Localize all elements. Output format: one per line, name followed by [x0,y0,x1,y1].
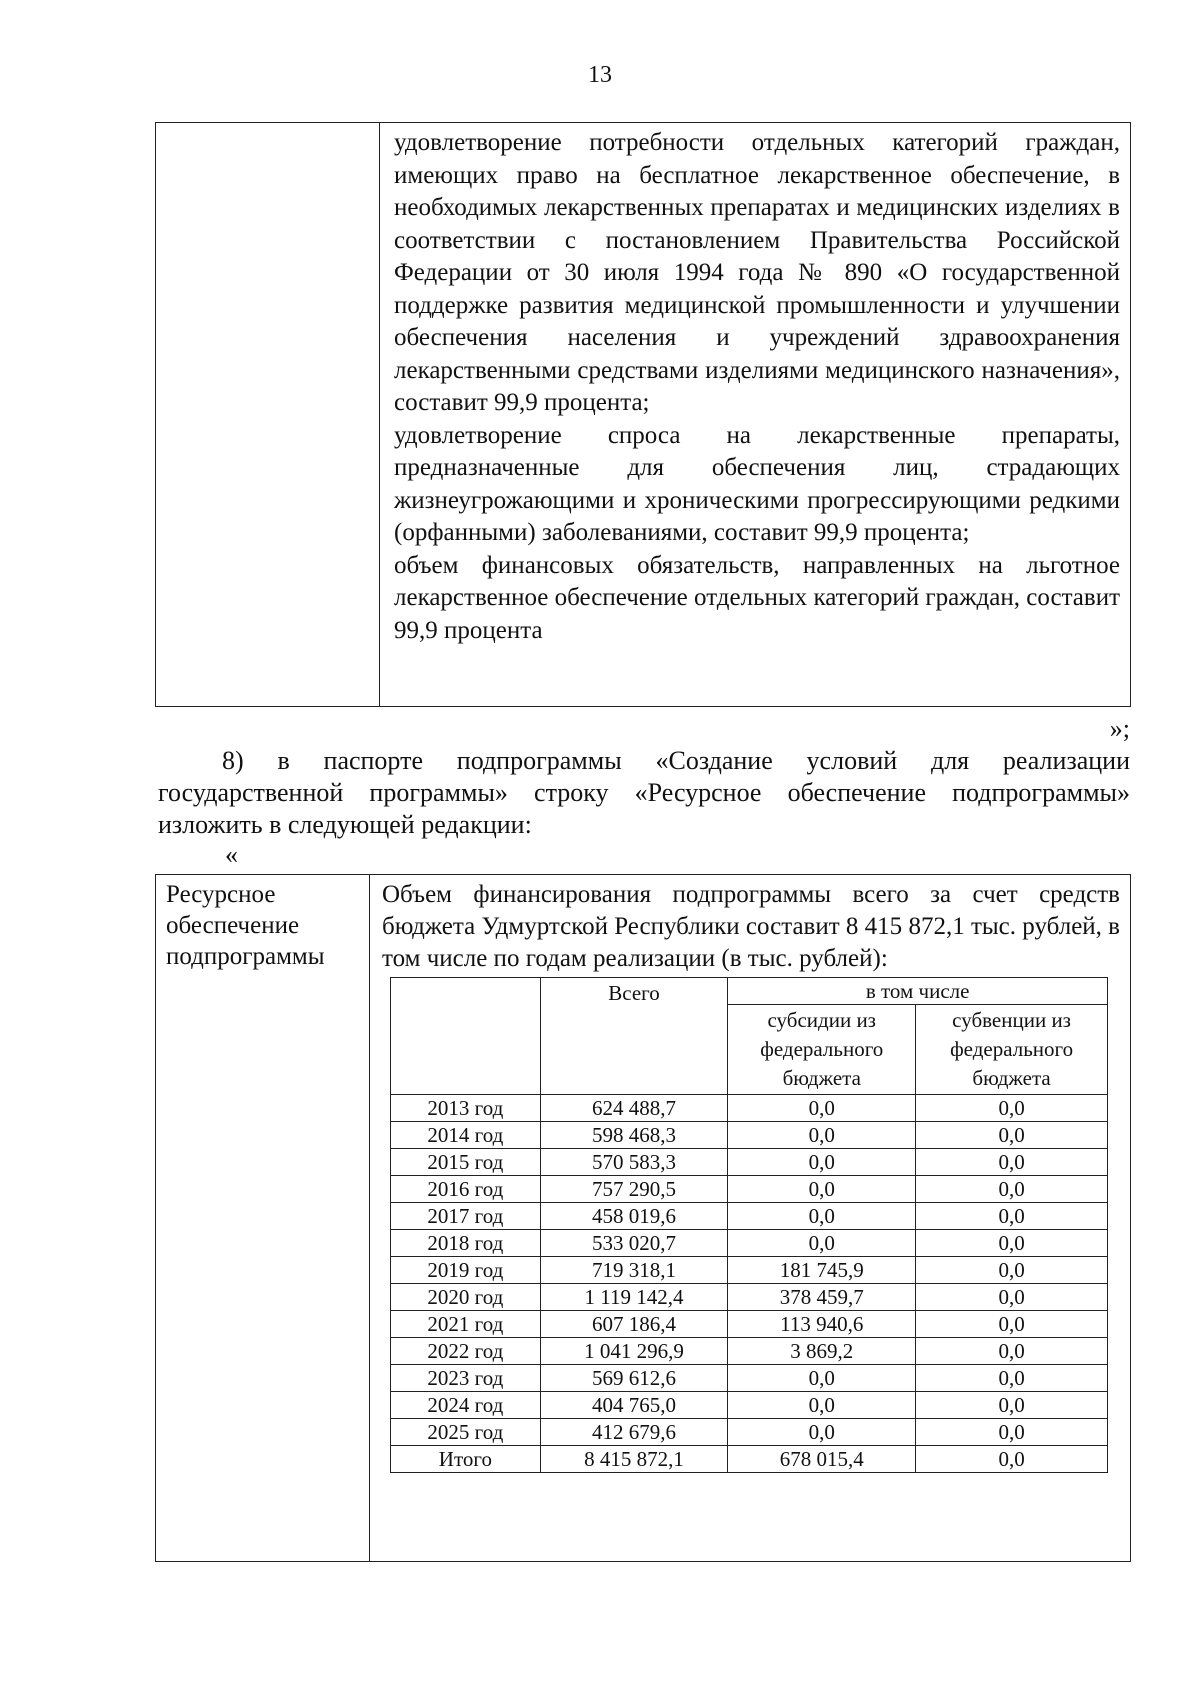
table-row [391,1122,1108,1149]
cell-subsidies: 0,0 [728,1392,916,1419]
cell-year: 2017 год [391,1203,541,1230]
cell-total: 533 020,7 [540,1230,728,1257]
cell-subventions: 0,0 [916,1095,1108,1122]
cell-subventions: 0,0 [916,1149,1108,1176]
cell-subventions: 0,0 [916,1419,1108,1446]
cell-year: 2018 год [391,1230,541,1257]
cell-subventions: 0,0 [916,1203,1108,1230]
table-row [391,1446,1108,1473]
second-table [155,874,1131,1562]
table-row [391,1311,1108,1338]
resource-label: Ресурсное обеспечение подпрограммы [156,875,370,1561]
page-number: 13 [588,62,612,88]
header-including: в том числе [728,978,1108,1005]
cell-total: 607 186,4 [540,1311,728,1338]
table-row [391,1095,1108,1122]
funding-by-year-table [390,977,1108,1473]
header-total: Всего [540,978,728,1095]
header-subventions: субвенции из федерального бюджета [916,1005,1108,1095]
cell-subventions: 0,0 [916,1311,1108,1338]
cell-total: 1 119 142,4 [540,1284,728,1311]
opening-quote: « [225,840,238,869]
cell-year: 2024 год [391,1392,541,1419]
cell-total: 598 468,3 [540,1122,728,1149]
cell-subventions: 0,0 [916,1338,1108,1365]
table-row [391,1203,1108,1230]
cell-total: 458 019,6 [540,1203,728,1230]
table-row [391,1230,1108,1257]
second-table-right-cell [370,875,1130,1561]
first-table-right-cell [380,123,1130,706]
table-row [391,1365,1108,1392]
paragraph-drug-supply: удовлетворение потребности отдельных категорий граждан, имеющих право на бесплатное лекарственное обеспечение, в необходимых лекарственных препаратах и медицинских изделиях в соответствии с постановлением Правительства Российской Федерации от 30 июля 1994 года № 890 «О государственной поддержке развития медицинской промышленности и улучшении обеспечения населения и учреждений здравоохранения лекарственными средствами изделиями медицинского назначения», составит 99,9 процента; [394,129,1120,416]
cell-total: 8 415 872,1 [540,1446,728,1473]
funding-intro: Объем финансирования подпрограммы всего за счет средств бюджета Удмуртской Республики составит 8 415 872,1 тыс. рублей, в том числе по годам реализации (в тыс. рублей): [382,881,1120,972]
cell-subsidies: 0,0 [728,1419,916,1446]
cell-year: 2021 год [391,1311,541,1338]
cell-subsidies: 0,0 [728,1176,916,1203]
cell-subventions: 0,0 [916,1176,1108,1203]
table-row [391,1176,1108,1203]
cell-year: 2016 год [391,1176,541,1203]
cell-subventions: 0,0 [916,1365,1108,1392]
table-row [391,1257,1108,1284]
cell-subventions: 0,0 [916,1392,1108,1419]
paragraph-orphan-diseases: удовлетворение спроса на лекарственные препараты, предназначенные для обеспечения лиц, страдающих жизнеугрожающими и хроническими прогрессирующими редкими (орфанными) заболеваниями, составит 99,9 процента; [394,421,1120,546]
cell-subventions: 0,0 [916,1446,1108,1473]
cell-subsidies: 3 869,2 [728,1338,916,1365]
header-subsidies: субсидии из федерального бюджета [728,1005,916,1095]
header-year [391,978,541,1095]
cell-subsidies: 678 015,4 [728,1446,916,1473]
cell-total: 624 488,7 [540,1095,728,1122]
cell-year: 2023 год [391,1365,541,1392]
table-row [391,1284,1108,1311]
closing-quote: »; [1109,714,1130,743]
cell-subsidies: 181 745,9 [728,1257,916,1284]
cell-subventions: 0,0 [916,1257,1108,1284]
cell-total: 412 679,6 [540,1419,728,1446]
cell-total: 569 612,6 [540,1365,728,1392]
table-row [391,1149,1108,1176]
table-row [391,1338,1108,1365]
cell-year: Итого [391,1446,541,1473]
cell-subsidies: 0,0 [728,1203,916,1230]
cell-subsidies: 0,0 [728,1122,916,1149]
cell-year: 2015 год [391,1149,541,1176]
cell-total: 404 765,0 [540,1392,728,1419]
cell-year: 2022 год [391,1338,541,1365]
cell-total: 1 041 296,9 [540,1338,728,1365]
cell-total: 570 583,3 [540,1149,728,1176]
cell-subsidies: 0,0 [728,1230,916,1257]
cell-year: 2019 год [391,1257,541,1284]
cell-subsidies: 0,0 [728,1095,916,1122]
paragraph-financial-obligations: объем финансовых обязательств, направленных на льготное лекарственное обеспечение отдельных категорий граждан, составит 99,9 процента [394,551,1120,644]
cell-subsidies: 113 940,6 [728,1311,916,1338]
cell-subventions: 0,0 [916,1230,1108,1257]
cell-year: 2013 год [391,1095,541,1122]
cell-subsidies: 0,0 [728,1149,916,1176]
instruction-paragraph: 8) в паспорте подпрограммы «Создание условий для реализации государственной программы» строку «Ресурсное обеспечение подпрограммы» изложить в следующей редакции: [158,746,1130,839]
cell-subventions: 0,0 [916,1122,1108,1149]
cell-subventions: 0,0 [916,1284,1108,1311]
cell-subsidies: 378 459,7 [728,1284,916,1311]
cell-year: 2014 год [391,1122,541,1149]
table-row [391,1392,1108,1419]
first-table [155,122,1131,707]
cell-total: 719 318,1 [540,1257,728,1284]
first-table-left-cell [156,123,380,706]
cell-year: 2025 год [391,1419,541,1446]
cell-total: 757 290,5 [540,1176,728,1203]
cell-year: 2020 год [391,1284,541,1311]
table-row [391,1419,1108,1446]
cell-subsidies: 0,0 [728,1365,916,1392]
